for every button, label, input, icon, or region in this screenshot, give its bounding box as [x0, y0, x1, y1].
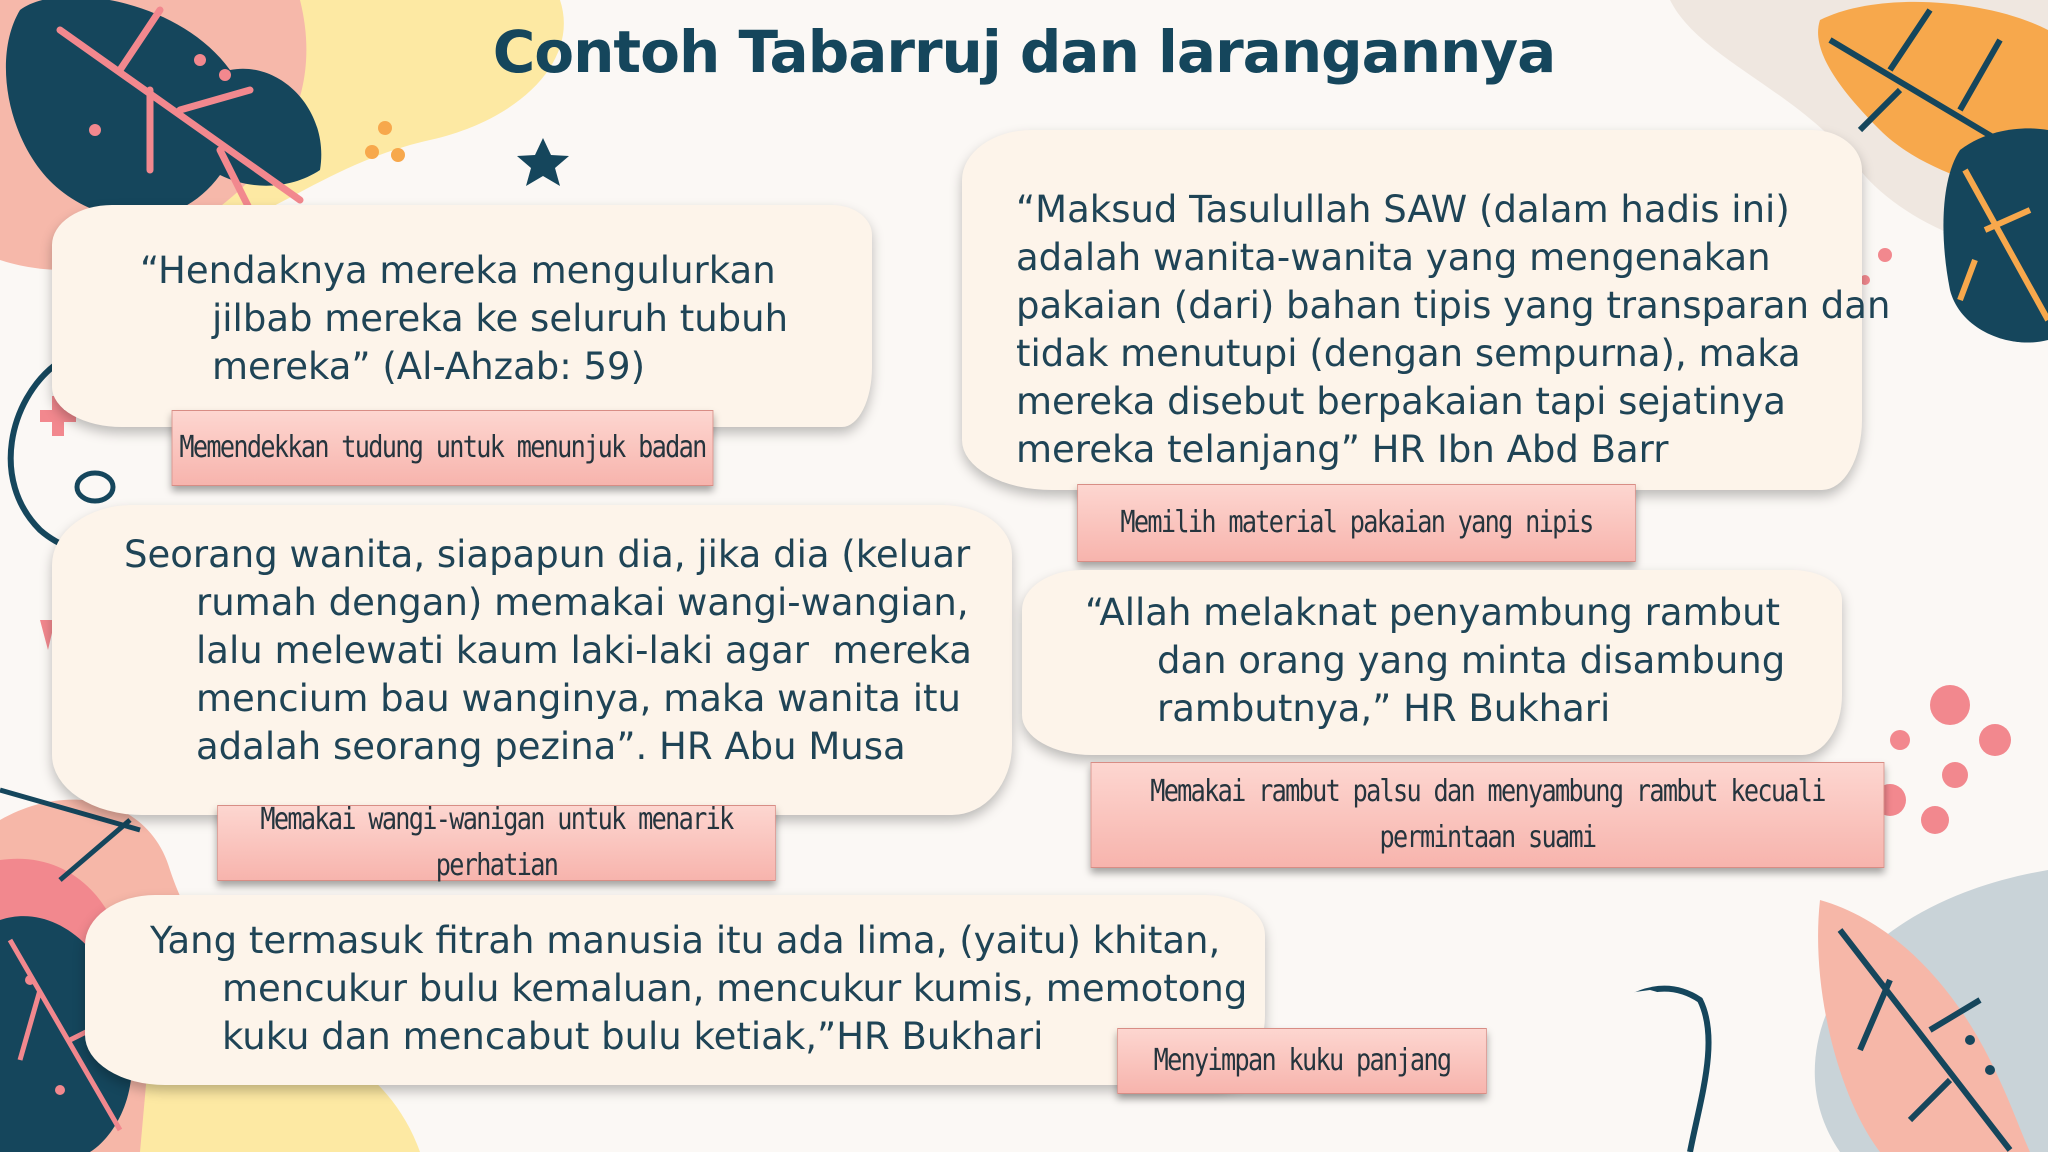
quote-text: “Allah melaknat penyambung rambut dan orang yang minta disambung rambutnya,” HR Bukhari [1085, 591, 1786, 730]
example-label: Memilih material pakaian yang nipis [1077, 484, 1636, 562]
quote-text: Seorang wanita, siapapun dia, jika dia (keluar rumah dengan) memakai wangi-wangian, lalu melewati kaum laki-laki agar mereka mencium bau wanginya, maka wanita itu adalah seorang pezina”. HR Abu Musa [124, 533, 972, 768]
star-icon [517, 138, 569, 186]
example-label: Menyimpan kuku panjang [1117, 1028, 1487, 1094]
quote-text: Yang termasuk fitrah manusia itu ada lima, (yaitu) khitan, mencukur bulu kemaluan, mencukur kumis, memotong kuku dan mencabut bulu ketiak,”HR Bukhari [150, 919, 1248, 1058]
example-label: Memakai wangi-wanigan untuk menarik perhatian [217, 805, 776, 881]
example-label: Memakai rambut palsu dan menyambung rambut kecuali permintaan suami [1091, 762, 1885, 868]
quote-text: “Maksud Tasulullah SAW (dalam hadis ini) adalah wanita-wanita yang mengenakan pakaian (dari) bahan tipis yang transparan dan tidak menutupi (dengan sempurna), maka mereka disebut berpakaian tapi sejatinya mereka telanjang” HR Ibn Abd Barr [1016, 188, 1891, 471]
example-label: Memendekkan tudung untuk menunjuk badan [172, 410, 714, 486]
quote-text: “Hendaknya mereka mengulurkan jilbab mereka ke seluruh tubuh mereka” (Al-Ahzab: 59) [140, 249, 789, 388]
page-title: Contoh Tabarruj dan larangannya [492, 18, 1556, 86]
